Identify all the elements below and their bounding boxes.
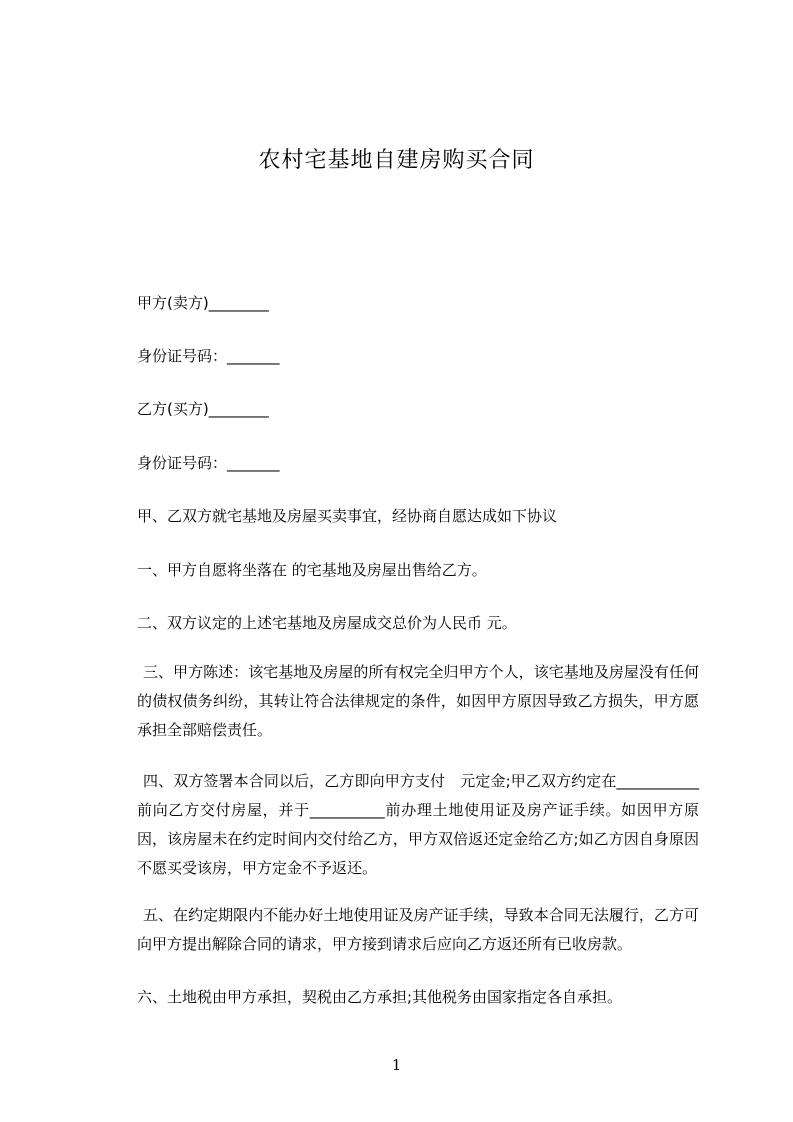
clause-1: 一、甲方自愿将坐落在 的宅基地及房屋出售给乙方。 [137,561,487,579]
clause-6: 六、土地税由甲方承担，契税由乙方承担;其他税务由国家指定各自承担。 [137,988,623,1006]
clause-4: 四、双方签署本合同以后，乙方即向甲方支付 元定金;甲乙双方约定在___________前向乙方交付房屋，并于__________前办理土地使用证及房产证手续。如因甲方原因，该房屋未在约定时间内交付给乙方，甲方双倍返还定金给乙方;如乙方因自身原因不愿买受该房，甲方定金不予返还。 [137,772,699,877]
clause-3: 三、甲方陈述：该宅基地及房屋的所有权完全归甲方个人，该宅基地及房屋没有任何的债权债务纠纷，其转让符合法律规定的条件，如因甲方原因导致乙方损失，甲方愿承担全部赔偿责任。 [137,663,699,739]
clause-2: 二、双方议定的上述宅基地及房屋成交总价为人民币 元。 [137,614,517,632]
page-number: 1 [391,1056,402,1074]
preamble: 甲、乙双方就宅基地及房屋买卖事宜，经协商自愿达成如下协议 [137,507,558,525]
party-b-id-line: 身份证号码：_______ [137,454,280,472]
document-title: 农村宅基地自建房购买合同 [258,148,535,173]
party-a-line: 甲方(卖方)________ [137,294,269,312]
clause-5: 五、在约定期限内不能办好土地使用证及房产证手续，导致本合同无法履行，乙方可向甲方提出解除合同的请求，甲方接到请求后应向乙方返还所有已收房款。 [137,906,699,953]
party-a-id-line: 身份证号码：_______ [137,347,280,365]
party-b-line: 乙方(买方)________ [137,400,269,418]
